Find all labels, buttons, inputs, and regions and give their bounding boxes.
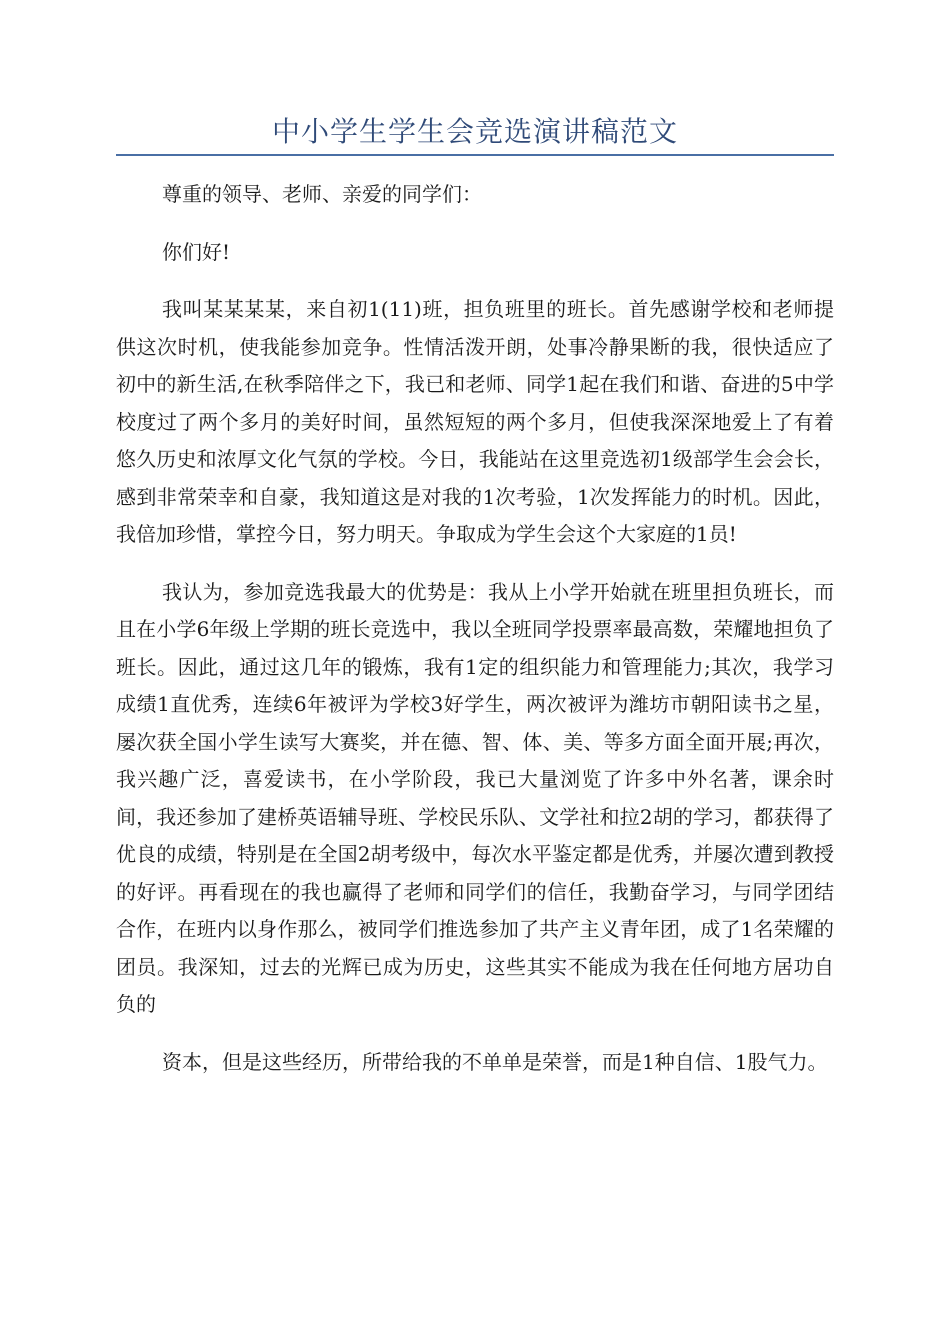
salutation: 尊重的领导、老师、亲爱的同学们： <box>162 182 482 206</box>
body-paragraph: 我认为，参加竞选我最大的优势是：我从上小学开始就在班里担负班长，而且在小学6年级上学期的班长竞选中，我以全班同学投票率最高数，荣耀地担负了班长。因此，通过这几年的锻炼，我有1定的组织能力和管理能力;其次，我学习成绩1直优秀，连续6年被评为学校3好学生，两次被评为潍坊市朝阳读书之星，屡次获全国小学生读写大赛奖，并在德、智、体、美、等多方面全面开展;再次，我兴趣广泛，喜爱读书，在小学阶段，我已大量浏览了许多中外名著，课余时间，我还参加了建桥英语辅导班、学校民乐队、文学社和拉2胡的学习，都获得了优良的成绩，特别是在全国2胡考级中，每次水平鉴定都是优秀，并屡次遭到教授的好评。再看现在的我也赢得了老师和同学们的信任，我勤奋学习，与同学团结合作，在班内以身作那么，被同学们推选参加了共产主义青年团，成了1名荣耀的团员。我深知，过去的光辉已成为历史，这些其实不能成为我在任何地方居功自负的 <box>116 579 834 1016</box>
document-body <box>116 176 834 1101</box>
title-underline <box>116 154 834 156</box>
body-paragraph: 我叫某某某某，来自初1(11)班，担负班里的班长。首先感谢学校和老师提供这次时机，使我能参加竞争。性情活泼开朗，处事冷静果断的我，很快适应了初中的新生活,在秋季陪伴之下，我已和老师、同学1起在我们和谐、奋进的5中学校度过了两个多月的美好时间，虽然短短的两个多月，但使我深深地爱上了有着悠久历史和浓厚文化气氛的学校。今日，我能站在这里竞选初1级部学生会会长，感到非常荣幸和自豪，我知道这是对我的1次考验，1次发挥能力的时机。因此，我倍加珍惜，掌控今日，努力明天。争取成为学生会这个大家庭的1员! <box>116 297 834 546</box>
greeting: 你们好! <box>162 239 231 264</box>
document-title: 中小学生学生会竞选演讲稿范文 <box>271 115 678 148</box>
body-paragraph: 资本，但是这些经历，所带给我的不单单是荣誉，而是1种自信、1股气力。 <box>162 1049 828 1074</box>
